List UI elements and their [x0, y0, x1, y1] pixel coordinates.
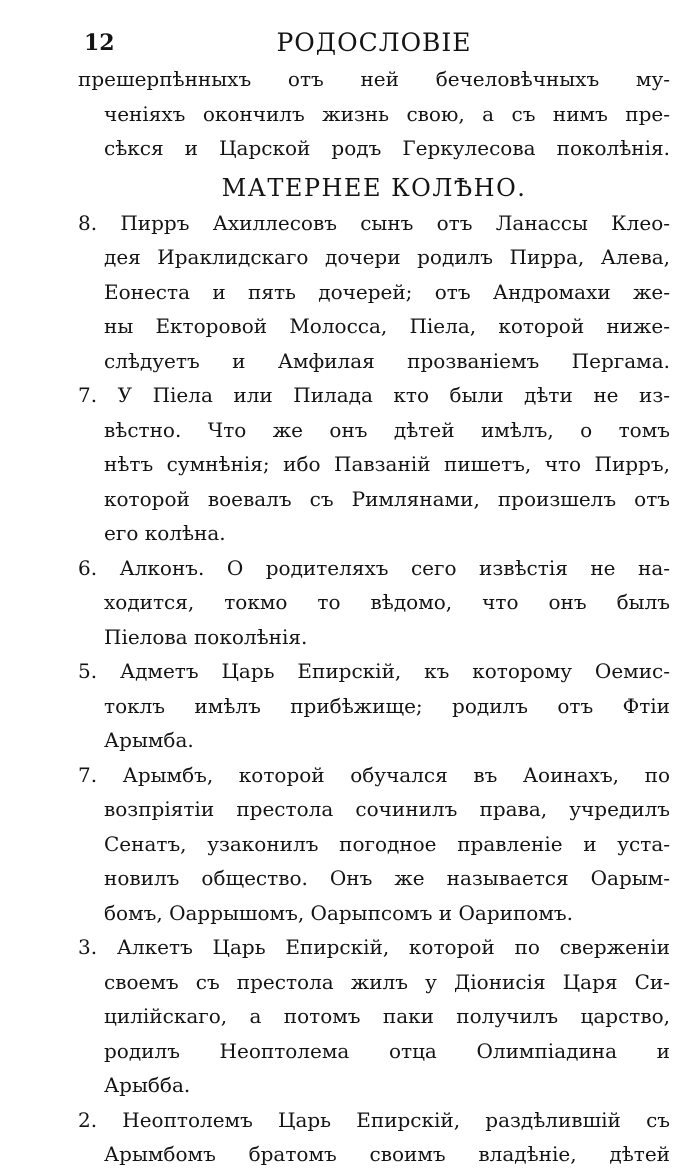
- text-line: дея Ираклидскаго дочери родилъ Пирра, Алева,: [104, 245, 670, 269]
- text-line: Арыбба.: [104, 1073, 191, 1097]
- text-line: Арымбомъ братомъ своимъ владѣніе, дѣтей: [104, 1142, 670, 1166]
- entry-line: 3. Алкетъ Царь Епирскій, которой по сверженіи: [78, 935, 670, 959]
- text-line: ходится, токмо то вѣдомо, что онъ былъ: [104, 590, 670, 614]
- text-line: Піелова поколѣнія.: [104, 624, 308, 649]
- entry-line: 5. Адметъ Царь Епирскій, къ которому Оемис-: [78, 659, 670, 683]
- entry-line: 6. Алконъ. О родителяхъ сего извѣстія не на-: [78, 555, 670, 580]
- text-line: ченіяхъ окончилъ жизнь свою, а съ нимъ пре-: [104, 101, 670, 126]
- text-line: которой воевалъ съ Римлянами, произшелъ отъ: [104, 486, 670, 511]
- text-line: Арымба.: [104, 728, 194, 752]
- text-line: родилъ Неоптолема отца Олимпіадина и: [104, 1038, 670, 1063]
- entry-line: 2. Неоптолемъ Царь Епирскій, раздѣлившій съ: [78, 1107, 670, 1132]
- text-line: слѣдуетъ и Амфилая прозваніемъ Пергама.: [104, 348, 670, 373]
- text-line: новилъ общество. Онъ же называется Оарым-: [104, 866, 670, 890]
- text-line: его колѣна.: [104, 521, 226, 545]
- text-line: Сенатъ, узаконилъ погодное правленіе и уста-: [104, 831, 670, 856]
- running-title: РОДОСЛОВІЕ: [276, 28, 472, 57]
- entry-line: 7. У Піела или Пилада кто были дѣти не из-: [78, 383, 670, 407]
- text-line: бомъ, Оаррышомъ, Оарыпсомъ и Оарипомъ.: [104, 900, 573, 925]
- entry-line: 7. Арымбъ, которой обучался въ Аоинахъ, по: [78, 762, 670, 787]
- section-heading: МАТЕРНЕЕ КОЛѢНО.: [221, 173, 527, 202]
- text-line: вѣстно. Что же онъ дѣтей имѣлъ, о томъ: [104, 417, 670, 442]
- text-line: прешерпѣнныхъ отъ ней бечеловѣчныхъ му-: [78, 67, 670, 91]
- text-line: своемъ съ престола жилъ у Діонисія Царя Си-: [104, 969, 670, 994]
- text-line: ны Екторовой Молосса, Піела, которой ниже-: [104, 314, 670, 338]
- page-number: 12: [84, 30, 115, 56]
- text-line: Еонеста и пять дочерей; отъ Андромахи же-: [104, 279, 670, 304]
- text-line: возпріятіи престола сочинилъ права, учредилъ: [104, 797, 670, 821]
- entry-line: 8. Пирръ Ахиллесовъ сынъ отъ Ланассы Клео-: [78, 210, 670, 235]
- text-line: цилійскаго, а потомъ паки получилъ царство,: [104, 1004, 670, 1028]
- text-line: токлъ имѣлъ прибѣжище; родилъ отъ Фтіи: [104, 693, 670, 718]
- text-line: сѣкся и Царской родъ Геркулесова поколѣнія.: [104, 136, 670, 160]
- text-line: нѣтъ сумнѣнія; ибо Павзаній пишетъ, что Пирръ,: [104, 452, 670, 476]
- body-text: [78, 62, 670, 1172]
- page-header: [84, 26, 664, 60]
